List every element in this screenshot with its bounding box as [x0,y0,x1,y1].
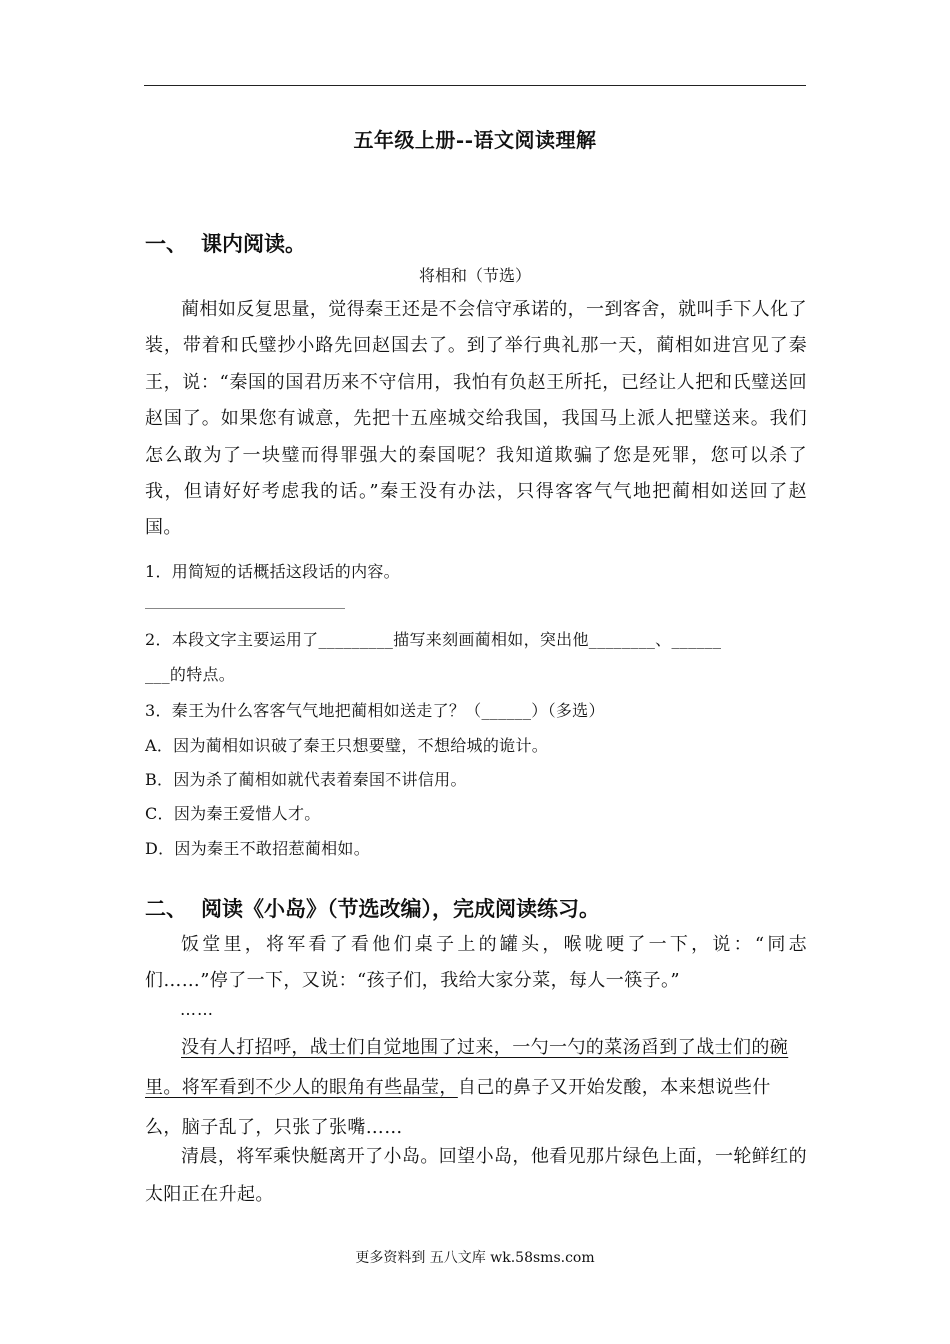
question-1: 1．用简短的话概括这段话的内容。 [145,562,400,581]
ellipsis: …… [180,1000,214,1019]
question-2-line-1: 2．本段文字主要运用了_________描写来刻画蔺相如，突出他________、______ [145,630,722,649]
option-c: C．因为秦王爱惜人才。 [145,804,321,823]
option-a: A．因为蔺相如识破了秦王只想要璧，不想给城的诡计。 [145,736,549,755]
option-b: B．因为杀了蔺相如就代表着秦国不讲信用。 [145,770,467,789]
section-2-paragraph-1: 饭堂里，将军看了看他们桌子上的罐头，喉咙哽了一下，说：“同志们……”停了一下，又说：“孩子们，我给大家分菜，每人一筷子。” [145,934,807,992]
section-2-title: 阅读《小岛》（节选改编），完成阅读练习。 [201,896,600,921]
section-1-title: 课内阅读。 [201,231,306,256]
document-title: 五年级上册--语文阅读理解 [353,128,597,152]
paragraph-2-rest: 自己的鼻子又开始发酸，本来想说些什么，脑子乱了，只张了张嘴…… [145,1077,771,1138]
answer-blank-line [145,608,345,609]
section-2-paragraph-3: 清晨，将军乘快艇离开了小岛。回望小岛，他看见那片绿色上面，一轮鲜红的太阳正在升起。 [145,1146,807,1205]
section-1-heading [145,228,306,258]
section-2-heading [145,893,600,923]
passage-paragraph: 蔺相如反复思量，觉得秦王还是不会信守承诺的，一到客舍，就叫手下人化了装，带着和氏璧抄小路先回赵国去了。到了举行典礼那一天，蔺相如进宫见了秦王，说：“秦国的国君历来不守信用，我怕有负赵王所托，已经让人把和氏璧送回赵国了。如果您有诚意，先把十五座城交给我国，我国马上派人把璧送来。我们怎么敢为了一块璧而得罪强大的秦国呢？我知道欺骗了您是死罪，您可以杀了我，但请好好考虑我的话。”秦王没有办法，只得客客气气地把蔺相如送回了赵国。 [145,299,807,539]
underlined-sentence: 没有人打招呼，战士们自觉地围了过来，一勺一勺的菜汤舀到了战士们的碗里。将军看到不少人的眼角有些晶莹， [145,1037,789,1098]
section-1-number: 一、 [145,231,187,256]
passage-title: 将相和（节选） [418,266,531,285]
question-2-line-2: ___的特点。 [145,665,236,684]
section-2-number: 二、 [145,896,187,921]
question-3: 3．秦王为什么客客气气地把蔺相如送走了？（______）（多选） [145,701,605,720]
section-2-paragraph-2 [145,1028,807,1148]
footer-text: 更多资料到 五八文库 wk.58sms.com [355,1250,595,1266]
option-d: D．因为秦王不敢招惹蔺相如。 [145,839,371,858]
header-rule [144,85,806,86]
